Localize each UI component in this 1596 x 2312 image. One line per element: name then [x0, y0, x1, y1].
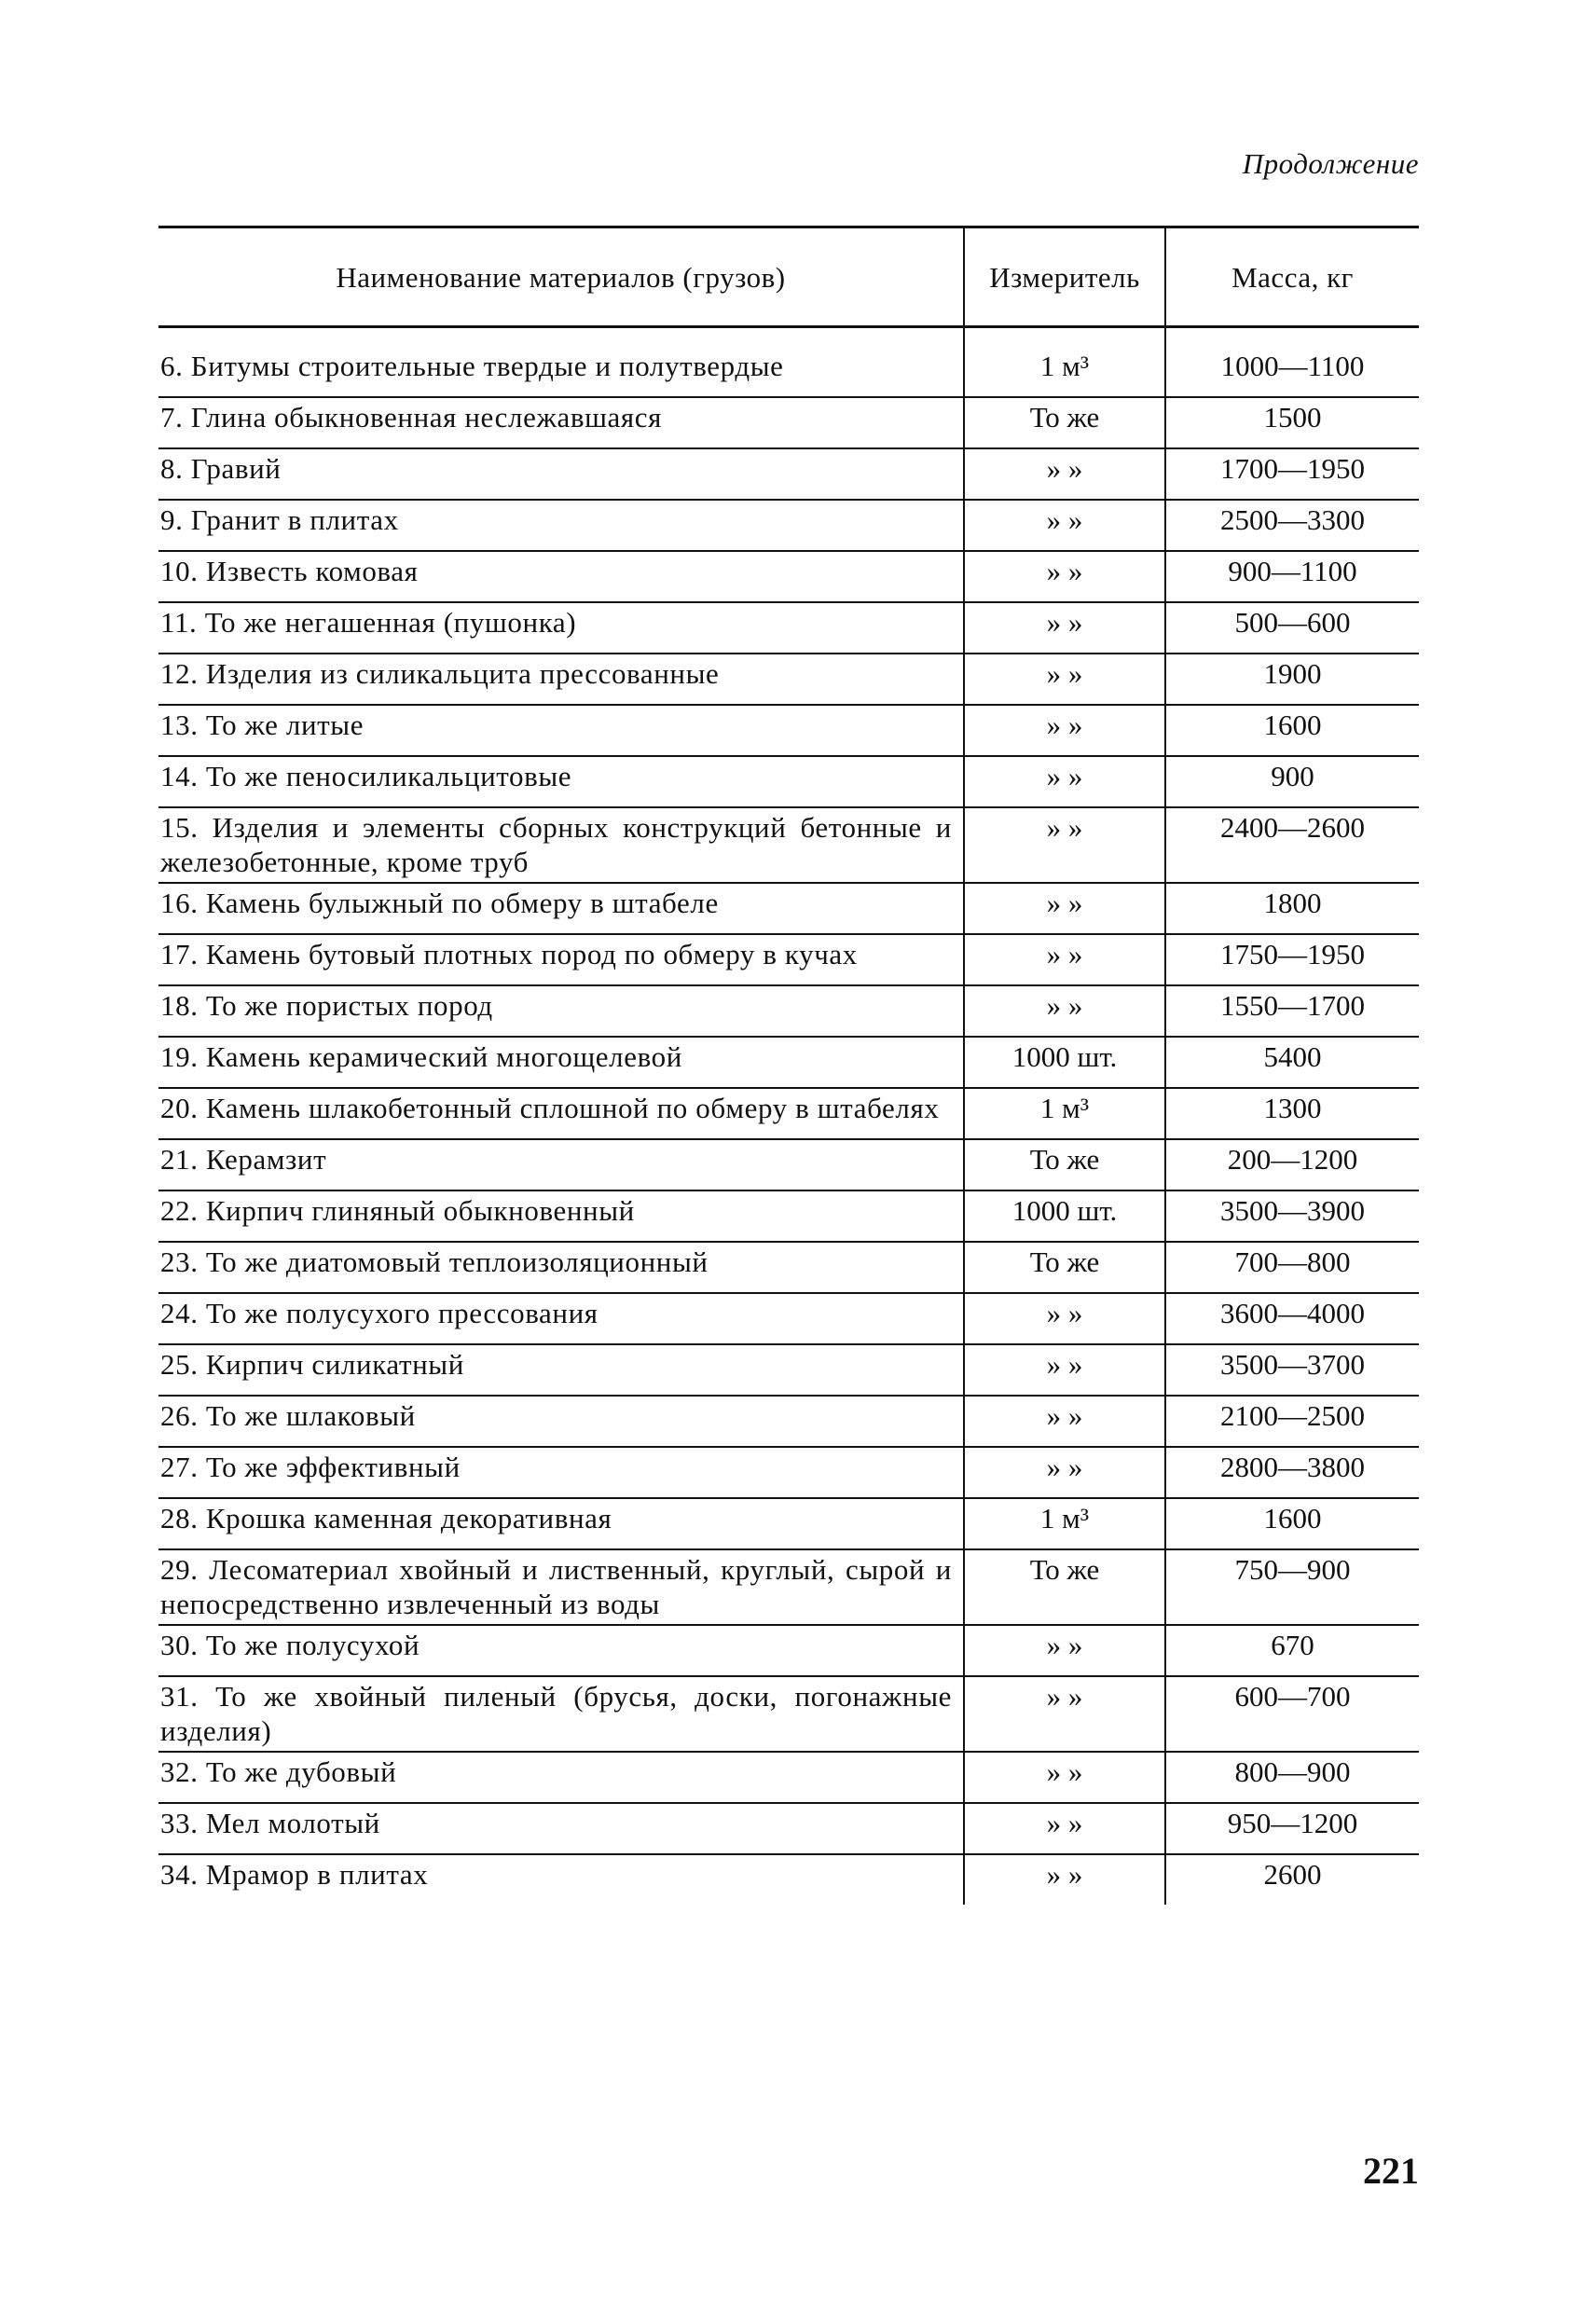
mass-cell: 3500—3900 — [1165, 1190, 1419, 1242]
table-row — [158, 1752, 1419, 1803]
unit-cell: » » — [964, 1447, 1165, 1498]
mass-cell: 1800 — [1165, 883, 1419, 934]
table-row — [158, 1037, 1419, 1088]
unit-cell: То же — [964, 1139, 1165, 1190]
material-name-cell: 14. То же пеносиликальцитовые — [158, 756, 964, 807]
unit-cell: » » — [964, 654, 1165, 705]
table-row — [158, 1498, 1419, 1549]
mass-cell: 1750—1950 — [1165, 934, 1419, 985]
table-row — [158, 397, 1419, 448]
material-name-cell: 28. Крошка каменная декоративная — [158, 1498, 964, 1549]
table-row — [158, 934, 1419, 985]
mass-cell: 1600 — [1165, 705, 1419, 756]
table-row — [158, 1088, 1419, 1139]
unit-cell: 1000 шт. — [964, 1037, 1165, 1088]
unit-cell: 1 м³ — [964, 327, 1165, 398]
material-name-cell: 11. То же негашенная (пушонка) — [158, 602, 964, 654]
mass-cell: 1600 — [1165, 1498, 1419, 1549]
unit-cell: То же — [964, 397, 1165, 448]
unit-cell: » » — [964, 883, 1165, 934]
material-name-cell: 29. Лесоматериал хвойный и лиственный, круглый, сырой и непосредственно извлеченный из воды — [158, 1549, 964, 1625]
material-name-cell: 23. То же диатомовый теплоизоляционный — [158, 1242, 964, 1293]
mass-cell: 950—1200 — [1165, 1803, 1419, 1854]
material-name-cell: 27. То же эффективный — [158, 1447, 964, 1498]
unit-cell: » » — [964, 1625, 1165, 1676]
material-name-cell: 21. Керамзит — [158, 1139, 964, 1190]
material-name-cell: 26. То же шлаковый — [158, 1396, 964, 1447]
mass-cell: 1700—1950 — [1165, 448, 1419, 500]
material-name-cell: 19. Камень керамический многощелевой — [158, 1037, 964, 1088]
table-row — [158, 1854, 1419, 1905]
material-name-cell: 20. Камень шлакобетонный сплошной по обмеру в штабелях — [158, 1088, 964, 1139]
unit-cell: » » — [964, 551, 1165, 602]
material-name-cell: 31. То же хвойный пиленый (брусья, доски, погонажные изделия) — [158, 1676, 964, 1752]
material-name-cell: 15. Изделия и элементы сборных конструкций бетонные и железобетонные, кроме труб — [158, 807, 964, 883]
material-name-cell: 10. Известь комовая — [158, 551, 964, 602]
table-row — [158, 756, 1419, 807]
table-row — [158, 1549, 1419, 1625]
table-row — [158, 883, 1419, 934]
mass-cell: 500—600 — [1165, 602, 1419, 654]
mass-cell: 2600 — [1263, 1858, 1322, 1891]
material-name-cell: 30. То же полусухой — [158, 1625, 964, 1676]
material-name-cell: 17. Камень бутовый плотных пород по обмеру в кучах — [158, 934, 964, 985]
mass-cell: 900—1100 — [1165, 551, 1419, 602]
mass-cell: 3600—4000 — [1165, 1293, 1419, 1344]
unit-cell: То же — [964, 1242, 1165, 1293]
table-row — [158, 500, 1419, 551]
mass-cell: 5400 — [1165, 1037, 1419, 1088]
mass-cell: 200—1200 — [1165, 1139, 1419, 1190]
unit-cell: » » — [964, 807, 1165, 883]
mass-cell: 700—800 — [1165, 1242, 1419, 1293]
unit-cell: 1000 шт. — [964, 1190, 1165, 1242]
material-name-cell: 33. Мел молотый — [158, 1803, 964, 1854]
mass-cell: 1000—1100 — [1165, 327, 1419, 398]
material-name-cell: 7. Глина обыкновенная неслежавшаяся — [158, 397, 964, 448]
mass-cell: 2500—3300 — [1165, 500, 1419, 551]
unit-cell: » » — [964, 1293, 1165, 1344]
unit-cell: » » — [964, 985, 1165, 1037]
table-row — [158, 602, 1419, 654]
table-row — [158, 654, 1419, 705]
unit-cell: 1 м³ — [964, 1088, 1165, 1139]
header-unit: Измеритель — [964, 227, 1165, 327]
mass-cell: 800—900 — [1165, 1752, 1419, 1803]
material-name-cell: 24. То же полусухого прессования — [158, 1293, 964, 1344]
header-material-name: Наименование материалов (грузов) — [158, 227, 964, 327]
materials-mass-table — [158, 226, 1419, 1905]
unit-cell: » » — [964, 705, 1165, 756]
mass-cell: 750—900 — [1165, 1549, 1419, 1625]
mass-cell: 1500 — [1165, 397, 1419, 448]
table-row — [158, 1242, 1419, 1293]
table-row — [158, 1293, 1419, 1344]
material-name-cell: 8. Гравий — [158, 448, 964, 500]
table-row — [158, 551, 1419, 602]
unit-cell: » » — [964, 602, 1165, 654]
table-row — [158, 985, 1419, 1037]
mass-cell: 2100—2500 — [1165, 1396, 1419, 1447]
unit-cell: » » — [964, 1854, 1165, 1905]
mass-cell: 3500—3700 — [1165, 1344, 1419, 1396]
mass-cell: 670 — [1165, 1625, 1419, 1676]
table-row — [158, 1803, 1419, 1854]
table-header-row — [158, 227, 1419, 327]
material-name-cell: 18. То же пористых пород — [158, 985, 964, 1037]
mass-cell: 1900 — [1165, 654, 1419, 705]
unit-cell: » » — [964, 500, 1165, 551]
mass-cell: 900 — [1165, 756, 1419, 807]
material-name-cell: 9. Гранит в плитах — [158, 500, 964, 551]
unit-cell: То же — [964, 1549, 1165, 1625]
unit-cell: » » — [964, 1752, 1165, 1803]
unit-cell: » » — [964, 756, 1165, 807]
material-name-cell: 34. Мрамор в плитах — [158, 1854, 964, 1905]
table-row — [158, 1344, 1419, 1396]
header-mass: Масса, кг — [1165, 227, 1419, 327]
table-row — [158, 327, 1419, 398]
material-name-cell: 6. Битумы строительные твердые и полутвердые — [158, 327, 964, 398]
table-row — [158, 1190, 1419, 1242]
table-row — [158, 448, 1419, 500]
table-row — [158, 1447, 1419, 1498]
unit-cell: » » — [964, 1803, 1165, 1854]
table-row — [158, 1396, 1419, 1447]
mass-cell: 1300 — [1165, 1088, 1419, 1139]
material-name-cell: 16. Камень булыжный по обмеру в штабеле — [158, 883, 964, 934]
unit-cell: 1 м³ — [964, 1498, 1165, 1549]
unit-cell: » » — [964, 1676, 1165, 1752]
mass-cell: 2400—2600 — [1165, 807, 1419, 883]
material-name-cell: 12. Изделия из силикальцита прессованные — [158, 654, 964, 705]
table-row — [158, 807, 1419, 883]
unit-cell: » » — [964, 934, 1165, 985]
continuation-label: Продолжение — [1242, 147, 1419, 180]
unit-cell: » » — [964, 448, 1165, 500]
table-row — [158, 1676, 1419, 1752]
mass-cell: 600—700 — [1165, 1676, 1419, 1752]
material-name-cell: 32. То же дубовый — [158, 1752, 964, 1803]
table-row — [158, 705, 1419, 756]
mass-cell: 2800—3800 — [1165, 1447, 1419, 1498]
page-number: 221 — [1363, 2150, 1419, 2192]
unit-cell: » » — [964, 1396, 1165, 1447]
material-name-cell: 13. То же литые — [158, 705, 964, 756]
material-name-cell: 25. Кирпич силикатный — [158, 1344, 964, 1396]
table-row — [158, 1139, 1419, 1190]
material-name-cell: 22. Кирпич глиняный обыкновенный — [158, 1190, 964, 1242]
unit-cell: » » — [964, 1344, 1165, 1396]
mass-cell: 1550—1700 — [1165, 985, 1419, 1037]
table-row — [158, 1625, 1419, 1676]
